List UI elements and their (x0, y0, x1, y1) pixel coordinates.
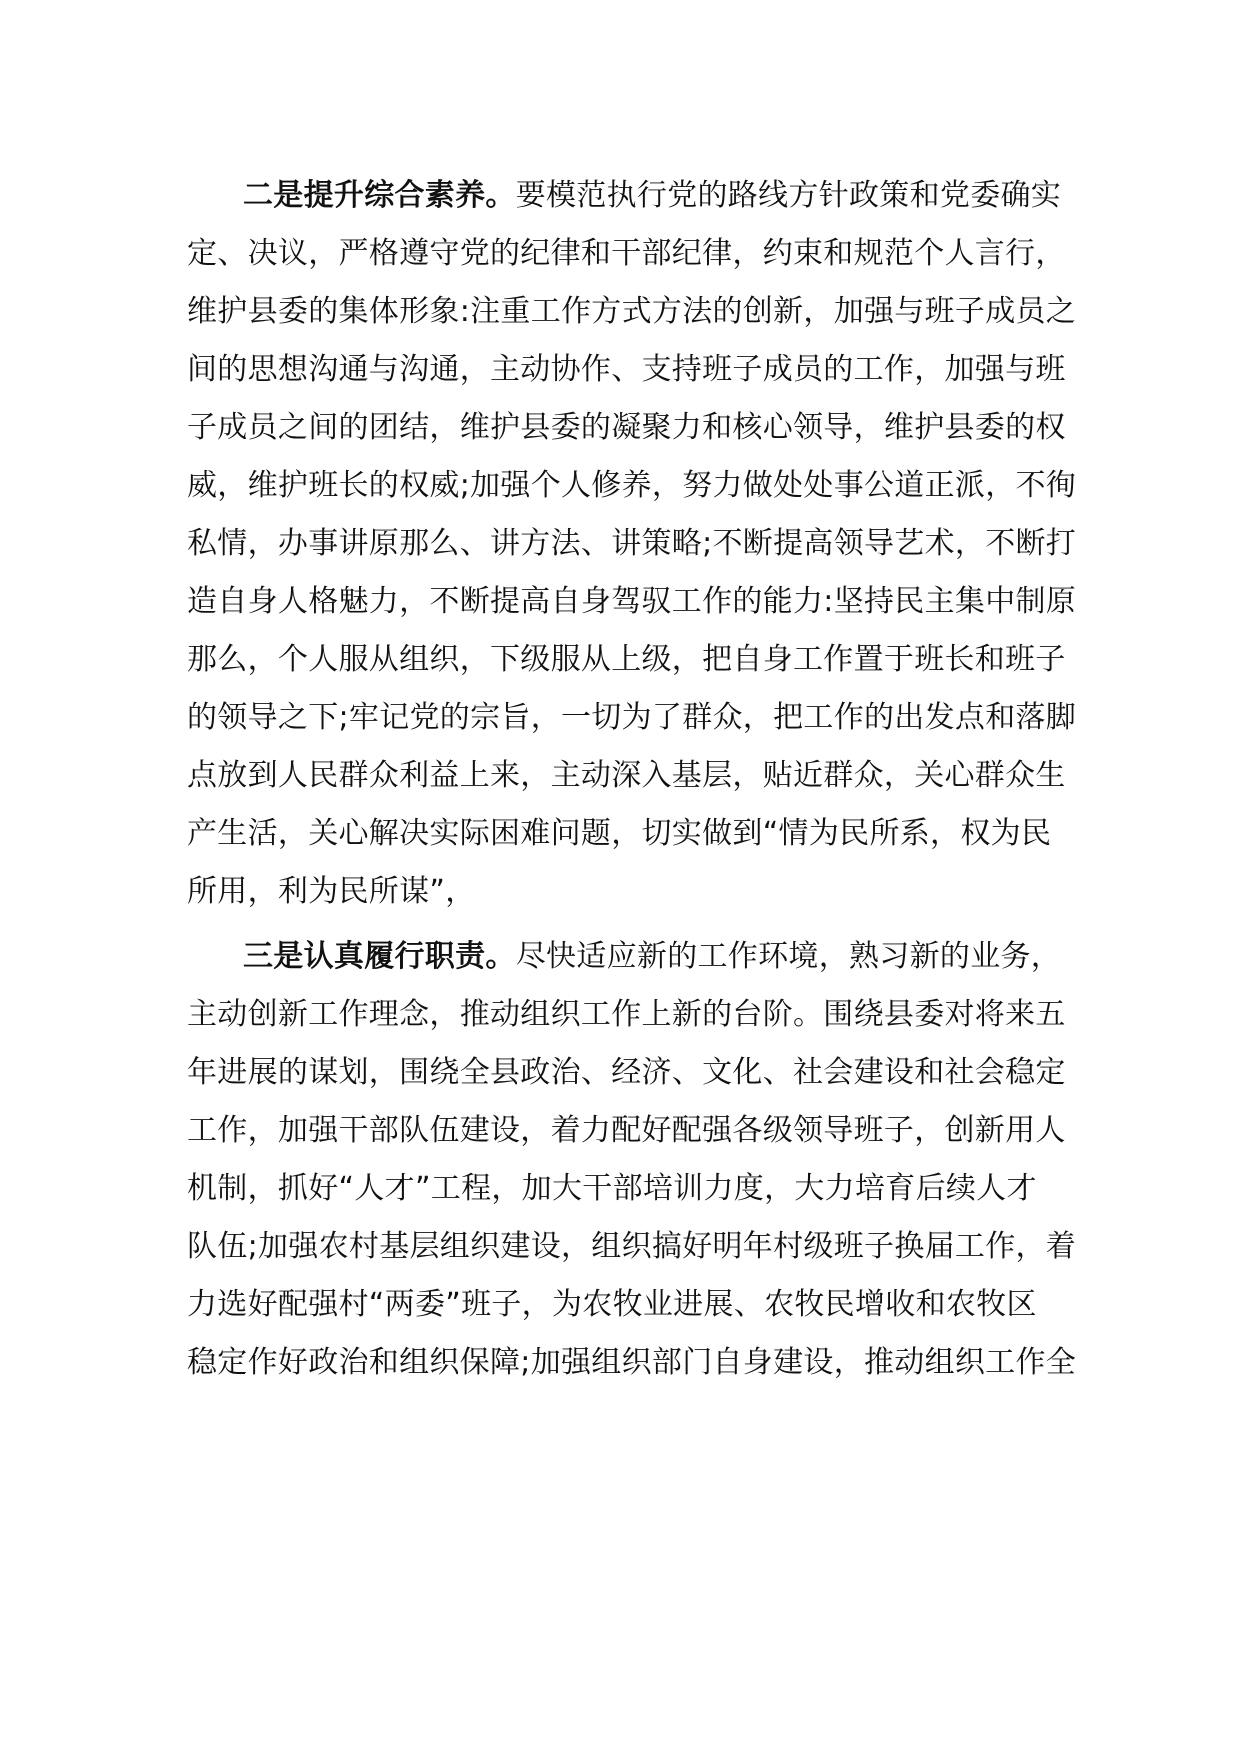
paragraph-2-line-1 (243, 932, 1061, 982)
paragraph-1-line-5: 子成员之间的团结，维护县委的凝聚力和核心领导，维护县委的权 (187, 410, 1066, 445)
paragraph-1-line-4: 间的思想沟通与沟通，主动协作、支持班子成员的工作，加强与班 (187, 352, 1066, 387)
paragraph-2-line-6: 队伍;加强农村基层组织建设，组织搞好明年村级班子换届工作，着 (187, 1229, 1077, 1264)
paragraph-1-line-8: 造自身人格魅力，不断提高自身驾驭工作的能力:坚持民主集中制原 (187, 584, 1077, 619)
paragraph-2-line-4: 工作，加强干部队伍建设，着力配好配强各级领导班子，创新用人 (187, 1113, 1066, 1148)
paragraph-1-line-11: 点放到人民群众利益上来，主动深入基层，贴近群众，关心群众生 (187, 758, 1066, 793)
paragraph-1-line-2: 定、决议，严格遵守党的纪律和干部纪律，约束和规范个人言行， (187, 236, 1066, 271)
paragraph-2-line-3: 年进展的谋划，围绕全县政治、经济、文化、社会建设和社会稳定 (187, 1055, 1066, 1090)
paragraph-1-line-7: 私情，办事讲原那么、讲方法、讲策略;不断提高领导艺术，不断打 (187, 526, 1077, 561)
paragraph-2-line-2: 主动创新工作理念，推动组织工作上新的台阶。围绕县委对将来五 (187, 997, 1066, 1032)
paragraph-1-line-1 (243, 171, 1061, 221)
paragraph-2-line-1-text: 尽快适应新的工作环境，熟习新的业务， (515, 939, 1062, 974)
paragraph-2-line-8: 稳定作好政治和组织保障;加强组织部门自身建设，推动组织工作全 (187, 1345, 1077, 1380)
paragraph-2-line-5: 机制，抓好“人才”工程，加大干部培训力度，大力培育后续人才 (187, 1171, 1037, 1206)
paragraph-1-line-9: 那么，个人服从组织，下级服从上级，把自身工作置于班长和班子 (187, 642, 1066, 677)
paragraph-2-line-7: 力选好配强村“两委”班子，为农牧业进展、农牧民增收和农牧区 (187, 1287, 1037, 1322)
paragraph-1-line-10: 的领导之下;牢记党的宗旨，一切为了群众，把工作的出发点和落脚 (187, 700, 1077, 735)
paragraph-1-line-3: 维护县委的集体形象:注重工作方式方法的创新，加强与班子成员之 (187, 294, 1077, 329)
paragraph-1-line-13: 所用，利为民所谋”， (187, 874, 476, 909)
paragraph-2-lead: 三是认真履行职责。 (243, 939, 516, 974)
paragraph-1-lead: 二是提升综合素养。 (243, 178, 516, 213)
paragraph-1-line-12: 产生活，关心解决实际困难问题，切实做到“情为民所系，权为民 (187, 816, 1052, 851)
paragraph-1-line-1-text: 要模范执行党的路线方针政策和党委确实 (515, 178, 1062, 213)
paragraph-1-line-6: 威，维护班长的权威;加强个人修养，努力做处处事公道正派，不徇 (187, 468, 1077, 503)
